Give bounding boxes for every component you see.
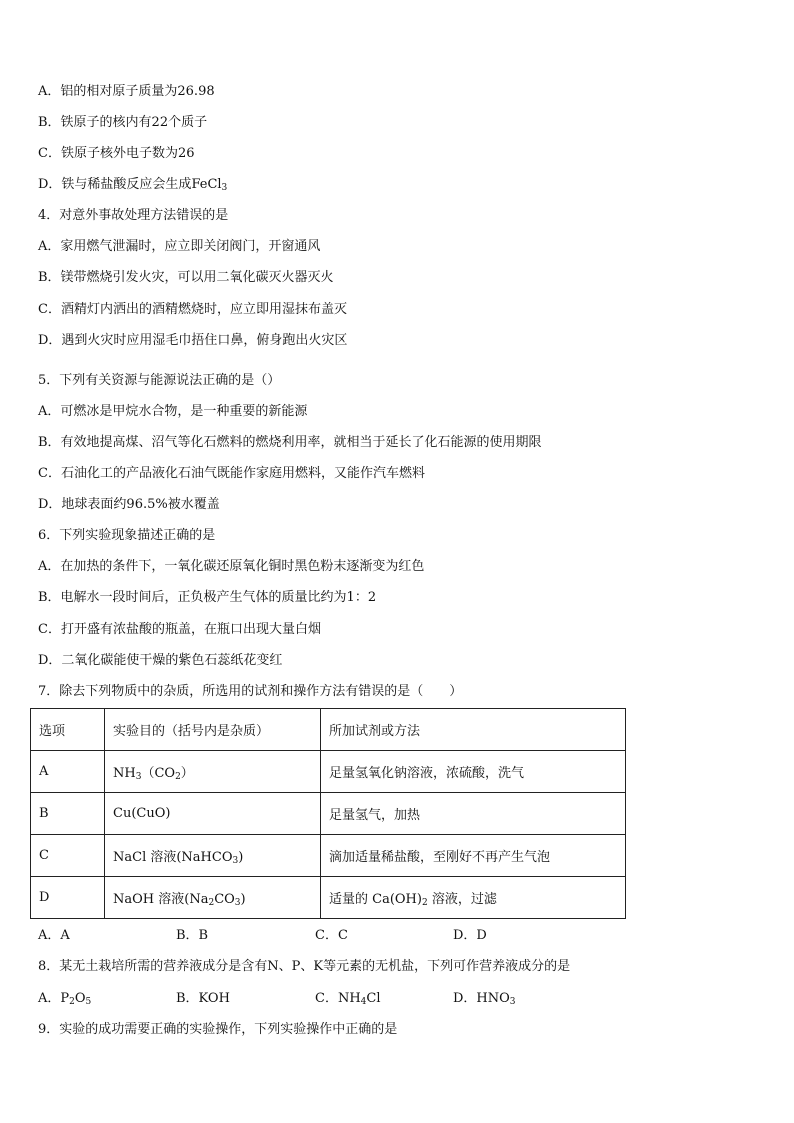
formula-subscript: 4 bbox=[360, 997, 367, 1007]
formula-text: NaCl 溶液(NaHCO bbox=[113, 849, 233, 865]
q8-answer-a bbox=[38, 991, 91, 1010]
q8-answer-b bbox=[176, 991, 230, 1007]
formula-subscript: 3 bbox=[135, 771, 142, 782]
q3-option-d-formula: FeCl bbox=[191, 177, 222, 192]
formula-text: C．NH bbox=[315, 991, 361, 1006]
cell-option: C bbox=[31, 835, 105, 877]
formula-text: NaOH 溶液(Na bbox=[113, 891, 209, 907]
header-cell-method: 所加试剂或方法 bbox=[321, 709, 626, 751]
cell-method bbox=[321, 793, 626, 835]
table-header-row bbox=[31, 709, 626, 751]
method-subscript: 2 bbox=[421, 897, 428, 908]
q7-answer-a: A．A bbox=[38, 928, 70, 943]
q3-option-a: A．铝的相对原子质量为26.98 bbox=[38, 84, 215, 99]
q6-option-d: D．二氧化碳能使干燥的紫色石蕊纸花变红 bbox=[38, 653, 283, 668]
cell-purpose bbox=[105, 835, 321, 877]
q4-option-c: C．酒精灯内洒出的酒精燃烧时，应立即用湿抹布盖灭 bbox=[38, 302, 347, 317]
formula-text: ) bbox=[240, 891, 246, 907]
cell-method bbox=[321, 877, 626, 919]
method-text: 滴加适量稀盐酸，至刚好不再产生气泡 bbox=[329, 850, 551, 865]
q6-option-b: B．电解水一段时间后，正负极产生气体的质量比约为1：2 bbox=[38, 590, 377, 605]
q8-answer-d bbox=[453, 991, 516, 1010]
formula-text: Cu(CuO) bbox=[113, 806, 171, 821]
header-cell-purpose: 实验目的（括号内是杂质） bbox=[105, 709, 321, 751]
q3-option-d-subscript: 3 bbox=[221, 183, 228, 193]
table-row bbox=[31, 793, 626, 835]
q3-option-b: B．铁原子的核内有22个质子 bbox=[38, 115, 208, 130]
method-text: 足量氢氧化钠溶液，浓硫酸，洗气 bbox=[329, 766, 525, 781]
q4-option-a: A．家用燃气泄漏时，应立即关闭阀门，开窗通风 bbox=[38, 239, 321, 254]
formula-text: NH bbox=[113, 765, 136, 781]
formula-text: D．HNO bbox=[453, 991, 510, 1006]
formula-text: O bbox=[74, 991, 86, 1006]
formula-text: ） bbox=[180, 765, 194, 781]
formula-text: A．P bbox=[38, 991, 70, 1006]
cell-method bbox=[321, 835, 626, 877]
q6-stem: 6．下列实验现象描述正确的是 bbox=[38, 528, 216, 543]
q7-answer-b: B．B bbox=[176, 928, 209, 943]
formula-subscript: 2 bbox=[69, 997, 75, 1007]
method-text: 适量的 Ca(OH) bbox=[329, 891, 422, 907]
cell-option: A bbox=[31, 751, 105, 793]
q6-option-c: C．打开盛有浓盐酸的瓶盖，在瓶口出现大量白烟 bbox=[38, 622, 321, 637]
q7-answer-c: C．C bbox=[315, 928, 348, 943]
q3-option-d bbox=[38, 177, 227, 196]
cell-purpose bbox=[105, 751, 321, 793]
method-text: 足量氢气，加热 bbox=[329, 808, 421, 823]
q5-option-c: C．石油化工的产品液化石油气既能作家庭用燃料，又能作汽车燃料 bbox=[38, 466, 425, 481]
cell-purpose bbox=[105, 793, 321, 835]
table-row bbox=[31, 751, 626, 793]
q4-stem: 4．对意外事故处理方法错误的是 bbox=[38, 208, 229, 223]
q5-option-d: D．地球表面约96.5%被水覆盖 bbox=[38, 497, 220, 512]
formula-text: ) bbox=[238, 849, 244, 865]
q4-option-b: B．镁带燃烧引发火灾，可以用二氧化碳灭火器灭火 bbox=[38, 270, 334, 285]
formula-subscript: 2 bbox=[208, 897, 215, 908]
table-row bbox=[31, 835, 626, 877]
formula-subscript: 3 bbox=[509, 997, 516, 1007]
formula-text: CO bbox=[214, 891, 235, 907]
header-cell-option: 选项 bbox=[31, 709, 105, 751]
formula-subscript: 3 bbox=[234, 897, 241, 908]
method-text: 溶液，过滤 bbox=[427, 891, 497, 907]
formula-text: （CO bbox=[141, 765, 176, 781]
formula-text: B．KOH bbox=[176, 991, 230, 1006]
q5-option-b: B．有效地提高煤、沼气等化石燃料的燃烧利用率，就相当于延长了化石能源的使用期限 bbox=[38, 435, 542, 450]
q6-option-a: A．在加热的条件下，一氧化碳还原氧化铜时黑色粉末逐渐变为红色 bbox=[38, 559, 425, 574]
q5-stem: 5．下列有关资源与能源说法正确的是（） bbox=[38, 373, 281, 388]
q9-stem: 9．实验的成功需要正确的实验操作，下列实验操作中正确的是 bbox=[38, 1022, 398, 1037]
q5-option-a: A．可燃冰是甲烷水合物，是一种重要的新能源 bbox=[38, 404, 308, 419]
cell-option: B bbox=[31, 793, 105, 835]
q7-answer-d: D．D bbox=[453, 928, 487, 943]
formula-subscript: 5 bbox=[85, 997, 92, 1007]
q4-option-d: D．遇到火灾时应用湿毛巾捂住口鼻，俯身跑出火灾区 bbox=[38, 333, 348, 348]
q8-answer-c bbox=[315, 991, 381, 1010]
q3-option-c: C．铁原子核外电子数为26 bbox=[38, 146, 195, 161]
table-row bbox=[31, 877, 626, 919]
formula-subscript: 3 bbox=[232, 855, 239, 866]
q7-stem: 7．除去下列物质中的杂质，所选用的试剂和操作方法有错误的是（ ） bbox=[38, 684, 463, 699]
cell-purpose bbox=[105, 877, 321, 919]
cell-method bbox=[321, 751, 626, 793]
q3-option-d-text: D．铁与稀盐酸反应会生成 bbox=[38, 177, 192, 192]
formula-subscript: 2 bbox=[175, 771, 181, 782]
q7-table bbox=[30, 708, 626, 919]
q8-stem: 8．某无土栽培所需的营养液成分是含有N、P、K等元素的无机盐，下列可作营养液成分的是 bbox=[38, 959, 571, 974]
formula-text: Cl bbox=[366, 991, 381, 1006]
cell-option: D bbox=[31, 877, 105, 919]
